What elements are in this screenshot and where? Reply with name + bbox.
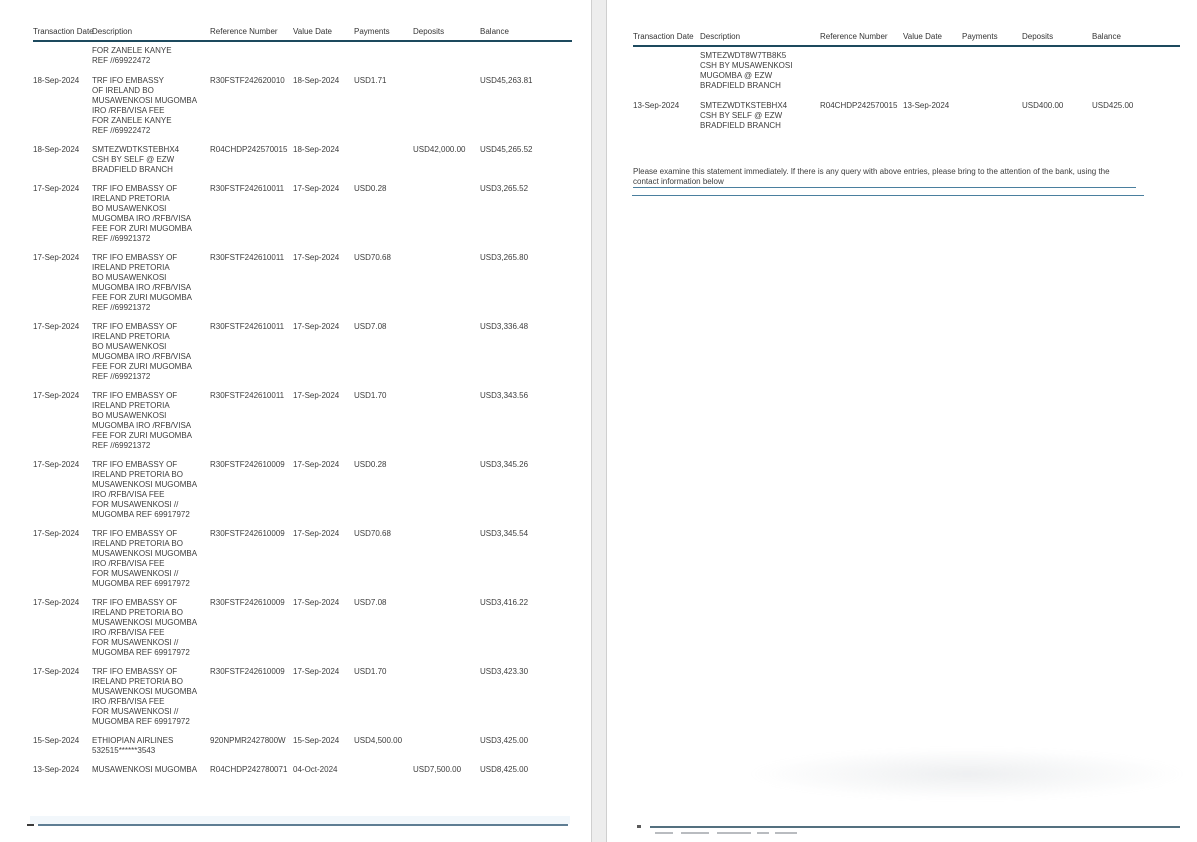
illegible-footer-text	[655, 832, 673, 834]
cell-balance: USD3,423.30	[480, 667, 529, 676]
carryover-description-lines	[92, 46, 210, 66]
cell-payments: USD1.70	[354, 667, 387, 676]
cell-deposits	[413, 391, 480, 451]
cell-transaction-date: 17-Sep-2024	[33, 667, 80, 676]
cell-payments: USD1.71	[354, 76, 387, 85]
cell-deposits	[413, 76, 480, 136]
description-line: MUGOMBA @ EZW	[700, 71, 773, 80]
cell-payments: USD7.08	[354, 322, 387, 331]
cell-description: SMTEZWDTKSTEBHX4 CSH BY SELF @ EZW BRADFIELD BRANCH	[92, 145, 180, 174]
cell-payments: USD1.70	[354, 391, 387, 400]
transactions-left	[33, 76, 591, 775]
cell-deposits	[413, 529, 480, 589]
cell-description: TRF IFO EMBASSY OF IRELAND BO MUSAWENKOSI MUGOMBA IRO /RFB/VISA FEE FOR ZANELE KANYE REF //69922472	[92, 76, 198, 135]
cell-deposits	[413, 667, 480, 727]
cell-transaction-date: 15-Sep-2024	[33, 736, 80, 745]
illegible-footer-text	[717, 832, 751, 834]
transaction-row	[33, 667, 572, 727]
cell-transaction-date: 18-Sep-2024	[33, 76, 80, 85]
cell-balance: USD3,265.52	[480, 184, 529, 193]
column-header-transaction-date: Transaction Date	[33, 27, 94, 36]
cell-description: TRF IFO EMBASSY OF IRELAND PRETORIA BO MUSAWENKOSI MUGOMBA IRO /RFB/VISA FEE FOR MUSAWENKOSI // MUGOMBA REF 69917972	[92, 667, 198, 726]
cell-deposits: USD7,500.00	[413, 765, 462, 774]
transaction-row	[33, 253, 572, 313]
table-header-row	[633, 32, 1180, 42]
page-footer-rule	[38, 824, 568, 826]
cell-value-date: 17-Sep-2024	[293, 184, 340, 193]
cell-value-date: 17-Sep-2024	[293, 667, 340, 676]
cell-description: TRF IFO EMBASSY OF IRELAND PRETORIA BO MUSAWENKOSI MUGOMBA IRO /RFB/VISA FEE FOR ZURI MUGOMBA REF //69921372	[92, 322, 192, 381]
column-header-description: Description	[92, 27, 133, 36]
page-gap-divider	[591, 0, 607, 842]
cell-transaction-date: 17-Sep-2024	[33, 529, 80, 538]
cell-value-date: 17-Sep-2024	[293, 529, 340, 538]
column-header-reference-number: Reference Number	[820, 32, 888, 41]
cell-value-date: 17-Sep-2024	[293, 598, 340, 607]
transaction-row	[33, 391, 572, 451]
cell-value-date: 18-Sep-2024	[293, 145, 340, 154]
cell-value-date: 15-Sep-2024	[293, 736, 340, 745]
column-header-value-date: Value Date	[293, 27, 332, 36]
cell-transaction-date: 13-Sep-2024	[633, 101, 680, 110]
cell-description: SMTEZWDTKSTEBHX4 CSH BY SELF @ EZW BRADFIELD BRANCH	[700, 101, 788, 130]
carryover-description	[33, 46, 572, 66]
column-header-balance: Balance	[1092, 32, 1121, 41]
footer-mark	[637, 825, 641, 828]
cell-reference-number: R30FSTF242610009	[210, 460, 285, 469]
cell-deposits: USD42,000.00	[413, 145, 466, 154]
header-rule	[633, 45, 1180, 47]
cell-payments: USD0.28	[354, 184, 387, 193]
cell-value-date: 17-Sep-2024	[293, 460, 340, 469]
transaction-row	[33, 76, 572, 136]
cell-balance: USD45,263.81	[480, 76, 533, 85]
description-line: BRADFIELD BRANCH	[700, 81, 781, 90]
description-line: SMTEZWDT8W7TB8K5	[700, 51, 787, 60]
page-footer-rule	[650, 826, 1180, 828]
cell-balance: USD3,345.54	[480, 529, 529, 538]
column-header-description: Description	[700, 32, 741, 41]
cell-balance: USD45,265.52	[480, 145, 533, 154]
column-header-value-date: Value Date	[903, 32, 942, 41]
column-header-payments: Payments	[962, 32, 998, 41]
column-header-deposits: Deposits	[1022, 32, 1054, 41]
cell-payments: USD4,500.00	[354, 736, 403, 745]
column-header-transaction-date: Transaction Date	[633, 32, 694, 41]
cell-deposits	[413, 322, 480, 382]
cell-balance: USD8,425.00	[480, 765, 529, 774]
cell-deposits	[413, 184, 480, 244]
transaction-row	[33, 184, 572, 244]
cell-description: TRF IFO EMBASSY OF IRELAND PRETORIA BO MUSAWENKOSI MUGOMBA IRO /RFB/VISA FEE FOR ZURI MUGOMBA REF //69921372	[92, 184, 192, 243]
cell-description: TRF IFO EMBASSY OF IRELAND PRETORIA BO MUSAWENKOSI MUGOMBA IRO /RFB/VISA FEE FOR MUSAWENKOSI // MUGOMBA REF 69917972	[92, 598, 198, 657]
transactions-right	[633, 101, 1197, 131]
cell-description: TRF IFO EMBASSY OF IRELAND PRETORIA BO MUSAWENKOSI MUGOMBA IRO /RFB/VISA FEE FOR MUSAWENKOSI // MUGOMBA REF 69917972	[92, 529, 198, 588]
cell-transaction-date: 17-Sep-2024	[33, 391, 80, 400]
cell-transaction-date: 17-Sep-2024	[33, 460, 80, 469]
notice-line: Please examine this statement immediately. If there is any query with above entries, please bring to the attention of the bank, using the	[633, 167, 1110, 176]
cell-deposits	[413, 736, 480, 756]
illegible-footer-text	[757, 832, 769, 834]
cell-transaction-date: 13-Sep-2024	[33, 765, 80, 774]
description-line: CSH BY MUSAWENKOSI	[700, 61, 793, 70]
cell-value-date: 13-Sep-2024	[903, 101, 950, 110]
transaction-row	[33, 765, 572, 775]
cell-reference-number: R04CHDP242780071	[210, 765, 288, 774]
cell-description: ETHIOPIAN AIRLINES 532515******3543	[92, 736, 174, 755]
cell-reference-number: 920NPMR2427800W	[210, 736, 286, 745]
carryover-description-lines	[700, 51, 820, 91]
cell-value-date: 17-Sep-2024	[293, 253, 340, 262]
transaction-row	[633, 101, 1180, 131]
cell-transaction-date: 18-Sep-2024	[33, 145, 80, 154]
description-line: FOR ZANELE KANYE	[92, 46, 172, 55]
cell-balance: USD425.00	[1092, 101, 1134, 110]
cell-balance: USD3,265.80	[480, 253, 529, 262]
cell-transaction-date: 17-Sep-2024	[33, 184, 80, 193]
cell-deposits	[413, 460, 480, 520]
cell-balance: USD3,345.26	[480, 460, 529, 469]
transaction-row	[33, 598, 572, 658]
illegible-footer-text	[775, 832, 797, 834]
cell-deposits	[413, 598, 480, 658]
cell-reference-number: R30FSTF242610009	[210, 529, 285, 538]
statement-page-left	[0, 0, 591, 842]
transaction-row	[33, 145, 572, 175]
cell-description: TRF IFO EMBASSY OF IRELAND PRETORIA BO MUSAWENKOSI MUGOMBA IRO /RFB/VISA FEE FOR ZURI MUGOMBA REF //69921372	[92, 253, 192, 312]
cell-transaction-date: 17-Sep-2024	[33, 253, 80, 262]
transaction-row	[33, 736, 572, 756]
cell-reference-number: R30FSTF242610011	[210, 253, 285, 262]
faint-watermark	[747, 748, 1187, 800]
cell-reference-number: R30FSTF242610011	[210, 391, 285, 400]
footer-scan-tint	[30, 816, 570, 824]
cell-value-date: 18-Sep-2024	[293, 76, 340, 85]
transaction-row	[33, 529, 572, 589]
cell-balance: USD3,343.56	[480, 391, 529, 400]
cell-balance: USD3,425.00	[480, 736, 529, 745]
table-header-row	[33, 27, 572, 37]
cell-deposits: USD400.00	[1022, 101, 1064, 110]
notice-line: contact information below	[633, 177, 724, 186]
cell-balance: USD3,336.48	[480, 322, 529, 331]
cell-balance: USD3,416.22	[480, 598, 529, 607]
cell-payments	[354, 145, 413, 175]
cell-reference-number: R30FSTF242610009	[210, 598, 285, 607]
illegible-footer-text	[681, 832, 709, 834]
carryover-description	[633, 51, 1180, 91]
cell-description: TRF IFO EMBASSY OF IRELAND PRETORIA BO MUSAWENKOSI MUGOMBA IRO /RFB/VISA FEE FOR MUSAWENKOSI // MUGOMBA REF 69917972	[92, 460, 198, 519]
cell-reference-number: R04CHDP242570015	[210, 145, 288, 154]
cell-value-date: 17-Sep-2024	[293, 391, 340, 400]
cell-payments	[354, 765, 413, 775]
cell-payments	[962, 101, 1022, 131]
cell-deposits	[413, 253, 480, 313]
cell-value-date: 04-Oct-2024	[293, 765, 338, 774]
column-header-reference-number: Reference Number	[210, 27, 278, 36]
cell-reference-number: R30FSTF242610011	[210, 322, 285, 331]
cell-transaction-date: 17-Sep-2024	[33, 322, 80, 331]
cell-payments: USD70.68	[354, 253, 391, 262]
cell-description: MUSAWENKOSI MUGOMBA	[92, 765, 198, 774]
cell-value-date: 17-Sep-2024	[293, 322, 340, 331]
cell-reference-number: R30FSTF242620010	[210, 76, 285, 85]
description-line: REF //69922472	[92, 56, 151, 65]
cell-payments: USD0.28	[354, 460, 387, 469]
transaction-row	[33, 322, 572, 382]
column-header-deposits: Deposits	[413, 27, 445, 36]
notice-rule-bottom	[632, 195, 1144, 196]
footer-dash-mark	[27, 824, 34, 826]
column-header-payments: Payments	[354, 27, 390, 36]
notice-rule-top	[633, 187, 1136, 188]
cell-transaction-date: 17-Sep-2024	[33, 598, 80, 607]
examine-statement-notice	[633, 167, 1133, 187]
column-header-balance: Balance	[480, 27, 509, 36]
cell-payments: USD7.08	[354, 598, 387, 607]
cell-reference-number: R04CHDP242570015	[820, 101, 898, 110]
header-rule	[33, 40, 572, 42]
cell-description: TRF IFO EMBASSY OF IRELAND PRETORIA BO MUSAWENKOSI MUGOMBA IRO /RFB/VISA FEE FOR ZURI MUGOMBA REF //69921372	[92, 391, 192, 450]
cell-payments: USD70.68	[354, 529, 391, 538]
cell-reference-number: R30FSTF242610009	[210, 667, 285, 676]
transaction-row	[33, 460, 572, 520]
statement-page-right	[607, 0, 1197, 842]
cell-reference-number: R30FSTF242610011	[210, 184, 285, 193]
